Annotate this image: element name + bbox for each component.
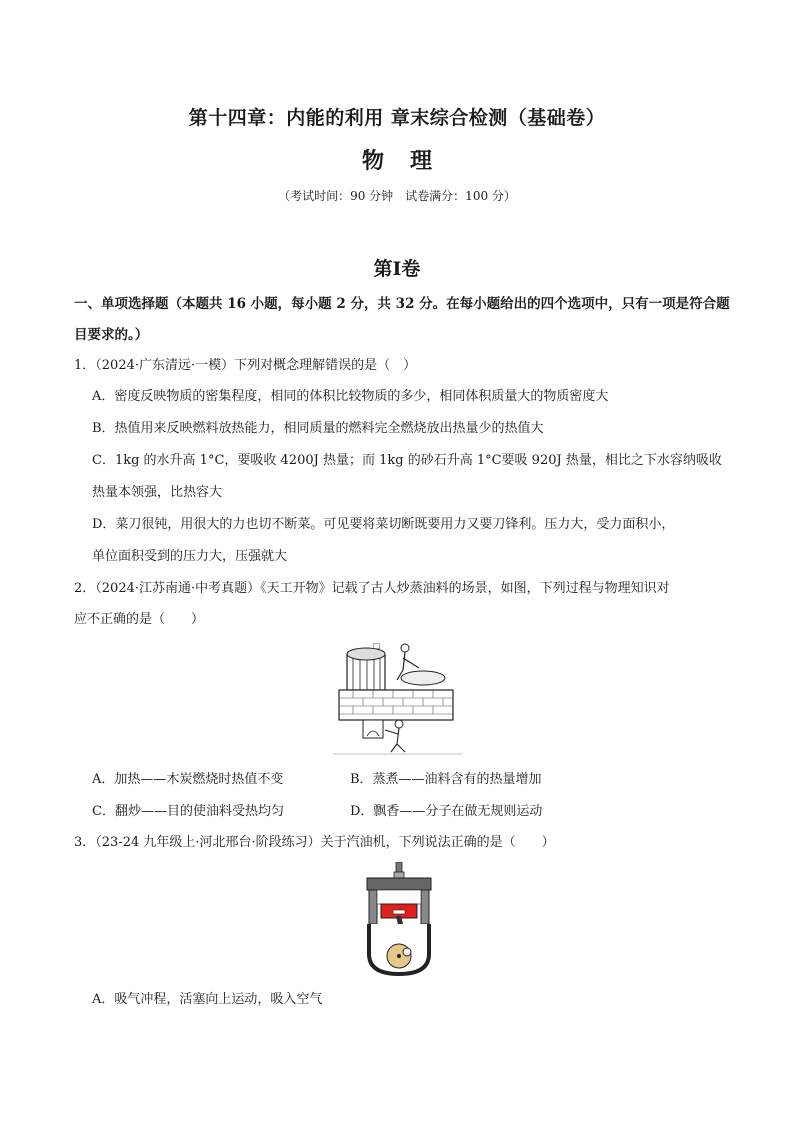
gasoline-engine-diagram <box>363 862 435 978</box>
subject-title: 物理 <box>361 149 458 174</box>
question-2-option-a: A．加热——木炭燃烧时热值不变 <box>92 772 284 787</box>
question-1-stem: 1．（2024·广东清远·一模）下列对概念理解错误的是（ ） <box>74 358 417 373</box>
question-1-option-d-cont: 单位面积受到的压力大，压强就大 <box>92 549 288 564</box>
question-1-option-a: A．密度反映物质的密集程度，相同的体积比较物质的多少，相同体积质量大的物质密度大 <box>92 389 609 404</box>
question-1-option-c: C．1kg 的水升高 1°C，要吸收 4200J 热量；而 1kg 的砂石升高 1°C要吸 920J 热量，相比之下水容纳吸收 <box>92 453 722 468</box>
volume-heading: 第Ⅰ卷 <box>373 258 421 280</box>
question-1-option-c-cont: 热量本领强，比热容大 <box>92 485 223 500</box>
question-2-stem: 2．（2024·江苏南通·中考真题）《天工开物》记载了古人炒蒸油料的场景，如图，下列过程与物理知识对 <box>74 581 670 596</box>
question-1-option-b: B．热值用来反映燃料放热能力，相同质量的燃料完全燃烧放出热量少的热值大 <box>92 421 544 436</box>
question-2-option-c: C．翻炒——目的使油料受热均匀 <box>92 804 284 819</box>
question-3-option-a: A．吸气冲程，活塞向上运动，吸入空气 <box>92 992 323 1007</box>
oil-steaming-illustration <box>333 640 463 758</box>
question-2-option-d: D．飘香——分子在做无规则运动 <box>350 804 543 819</box>
exam-info: （考试时间：90 分钟 试卷满分：100 分） <box>278 189 516 203</box>
exam-title: 第十四章：内能的利用 章末综合检测（基础卷） <box>188 107 606 129</box>
question-1-option-d: D．菜刀很钝，用很大的力也切不断菜。可见要将菜切断既要用力又要刀锋利。压力大，受力面积小， <box>92 517 675 532</box>
question-2-stem-cont: 应不正确的是（ ） <box>74 612 205 627</box>
question-2-option-b: B．蒸煮——油料含有的热量增加 <box>350 772 542 787</box>
svg-text:☐: ☐ <box>373 642 381 651</box>
section-heading: 一、单项选择题（本题共 16 小题，每小题 2 分，共 32 分。在每小题给出的四个选项中，只有一项是符合题目要求的。） <box>74 296 730 343</box>
question-3-stem: 3．（23-24 九年级上·河北邢台·阶段练习）关于汽油机，下列说法正确的是（ ） <box>74 835 555 850</box>
